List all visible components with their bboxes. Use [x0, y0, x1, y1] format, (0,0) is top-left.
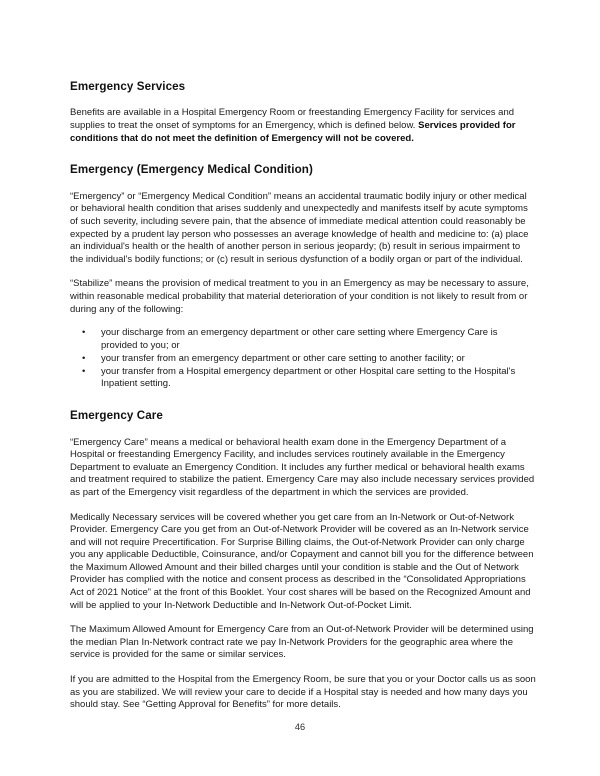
page-content	[70, 80, 536, 724]
bullet-icon: •	[82, 365, 86, 377]
paragraph-emergency-services-intro	[70, 107, 536, 145]
paragraph-emergency-care-definition	[70, 437, 536, 500]
paragraph-medically-necessary-coverage	[70, 512, 536, 613]
list-item	[70, 353, 536, 366]
stabilize-conditions-list	[70, 327, 536, 391]
heading-emergency-services: Emergency Services	[70, 80, 186, 93]
emphasis-text: Services provided for conditions that do not meet the definition of Emergency will not be covered.	[70, 120, 516, 144]
page-number: 46	[294, 722, 306, 732]
bullet-icon: •	[82, 352, 86, 364]
list-item-label: your transfer from a Hospital emergency department or other Hospital care setting to the Hospital's Inpatient setting.	[101, 365, 516, 390]
heading-emergency-care: Emergency Care	[70, 409, 163, 423]
paragraph-stabilize-definition	[70, 278, 536, 316]
paragraph-hospital-admission-notice	[70, 674, 536, 712]
list-item	[70, 327, 536, 352]
list-item	[70, 366, 536, 391]
plain-text: “Emergency” or “Emergency Medical Condition” means an accidental traumatic bodily injury or other medical or behavioral health condition that arises suddenly and unexpectedly and manifests itself by acute symptoms of such severity, including severe pain, that the absence of immediate medical attention could reasonably be expected by a prudent lay person who possesses an average knowledge of health and medicine to: (a) place an individual's health or the health of another person in serious jeopardy; (b) result in serious impairment to the individual's bodily functions; or (c) result in serious dysfunction of a bodily organ or part of the individual.	[70, 190, 529, 265]
plain-text: Benefits are available in a Hospital Emergency Room or freestanding Emergency Facility for services and supplies to treat the onset of symptoms for an Emergency, which is defined below.	[70, 107, 515, 132]
paragraph-maximum-allowed-amount	[70, 624, 536, 662]
list-item-label: your discharge from an emergency department or other care setting where Emergency Care is provided to you; or	[101, 327, 498, 351]
plain-text: Medically Necessary services will be covered whether you get care from an In-Network or Out-of-Network Provider. Emergency Care you get from an Out-of-Network Provider will be covered as an In-Network service and will not require Precertification. For Surprise Billing claims, the Out-of-Network Provider can only charge you any applicable Deductible, Coinsurance, and/or Copayment and cannot bill you for the difference between the Maximum Allowed Amount and their billed charges until your condition is stable and the Out of Network Provider has complied with the notice and consent process as described in the “Consolidated Appropriations Act of 2021 Notice” at the front of this Booklet. Your cost shares will be based on the Recognized Amount and will be applied to your In-Network Deductible and In-Network Out-of-Pocket Limit.	[70, 511, 534, 611]
heading-emergency-medical-condition: Emergency (Emergency Medical Condition)	[70, 163, 313, 177]
plain-text: If you are admitted to the Hospital from the Emergency Room, be sure that you or your Doctor calls us as soon as you are stabilized. We will review your care to decide if a Hospital stay is needed and how many days you should stay. See “Getting Approval for Benefits” for more details.	[70, 674, 536, 711]
plain-text: The Maximum Allowed Amount for Emergency Care from an Out-of-Network Provider will be determined using the median Plan In-Network contract rate we pay In-Network Providers for the geographic area where the service is provided for the same or similar services.	[70, 624, 534, 661]
plain-text: “Stabilize” means the provision of medical treatment to you in an Emergency as may be necessary to assure, within reasonable medical probability that material deterioration of your condition is not likely to result from or during any of the following:	[70, 278, 529, 315]
list-item-label: your transfer from an emergency department or other care setting to another facility; or	[101, 352, 465, 364]
bullet-icon: •	[82, 327, 86, 339]
plain-text: “Emergency Care” means a medical or behavioral health exam done in the Emergency Department of a Hospital or freestanding Emergency Facility, and includes services routinely available in the Emergency Department to evaluate an Emergency Condition. It includes any further medical or behavioral health exams and treatment required to stabilize the patient. Emergency Care may also include necessary services provided as part of the Emergency visit regardless of the department in which the services are provided.	[70, 436, 535, 498]
paragraph-emergency-definition	[70, 191, 536, 267]
